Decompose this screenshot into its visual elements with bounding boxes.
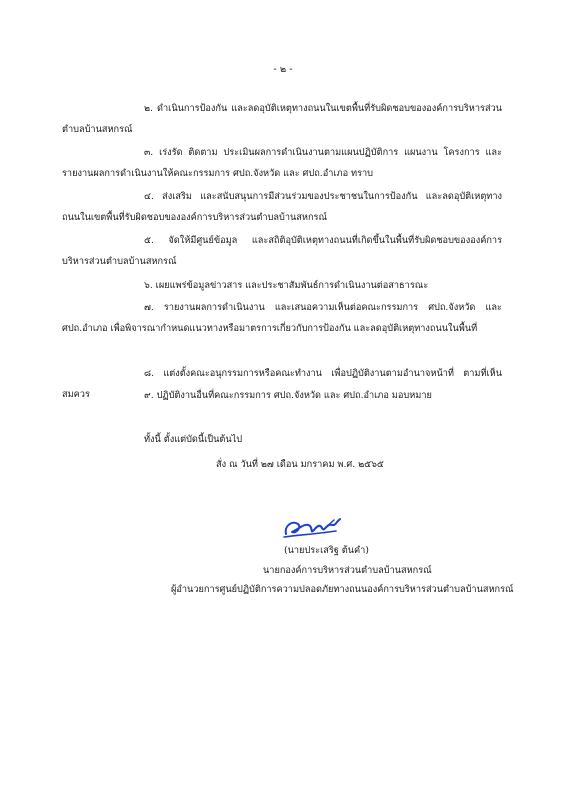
order-item-2: ๒. ดำเนินการป้องกัน และลดอุบัติเหตุทางถนนในเขตพื้นที่รับผิดชอบขององค์การบริหารส่วนตำบลบ้านสหกรณ์ [62, 103, 502, 135]
order-item-9: ๙. ปฏิบัติงานอื่นที่คณะกรรมการ ศปถ.จังหวัด และ ศปถ.อำเภอ มอบหมาย [144, 390, 432, 401]
handwritten-signature [280, 514, 344, 544]
signatory-name: (นายประเสริฐ ต้นคำ) [284, 545, 369, 556]
signatory-position: ผู้อำนวยการศูนย์ปฏิบัติการความปลอดภัยทางถนนองค์การบริหารส่วนตำบลบ้านสหกรณ์ [171, 584, 514, 595]
order-item-3: ๓. เร่งรัด ติดตาม ประเมินผลการดำเนินงานตามแผนปฏิบัติการ แผนงาน โครงการ และรายงานผลการดำเนินงานให้คณะกรรมการ ศปถ.จังหวัด และ ศปถ.อำเภอ ทราบ [62, 147, 502, 179]
signatory-title: นายกองค์การบริหารส่วนตำบลบ้านสหกรณ์ [263, 565, 432, 576]
order-item-5: ๕. จัดให้มีศูนย์ข้อมูล และสถิติอุบัติเหตุทางถนนที่เกิดขึ้นในพื้นที่รับผิดชอบขององค์การบริหารส่วนตำบลบ้านสหกรณ์ [62, 235, 502, 267]
date-line: สั่ง ณ วันที่ ๒๗ เดือน มกราคม พ.ศ. ๒๕๖๕ [216, 459, 384, 470]
page-number: - ๒ - [273, 64, 293, 75]
order-item-8: ๘. แต่งตั้งคณะอนุกรรมการหรือคณะทำงาน เพื่อปฏิบัติงานตามอำนาจหน้าที่ ตามที่เห็นสมควร [62, 368, 502, 400]
order-item-7: ๗. รายงานผลการดำเนินงาน และเสนอความเห็นต่อคณะกรรมการ ศปถ.จังหวัด และ ศปถ.อำเภอ เพื่อพิจารณากำหนดแนวทางหรือมาตรการเกี่ยวกับการป้องกัน และลดอุบัติเหตุทางถนนในพื้นที่ [62, 302, 502, 334]
order-item-6: ๖. เผยแพร่ข้อมูลข่าวสาร และประชาสัมพันธ์การดำเนินงานต่อสาธารณะ [144, 280, 429, 291]
order-item-4: ๔. ส่งเสริม และสนับสนุนการมีส่วนร่วมของประชาชนในการป้องกัน และลดอุบัติเหตุทางถนนในเขตพื้นที่รับผิดชอบขององค์การบริหารส่วนตำบลบ้านสหกรณ์ [62, 191, 502, 223]
closing-statement: ทั้งนี้ ตั้งแต่บัดนี้เป็นต้นไป [144, 434, 243, 445]
